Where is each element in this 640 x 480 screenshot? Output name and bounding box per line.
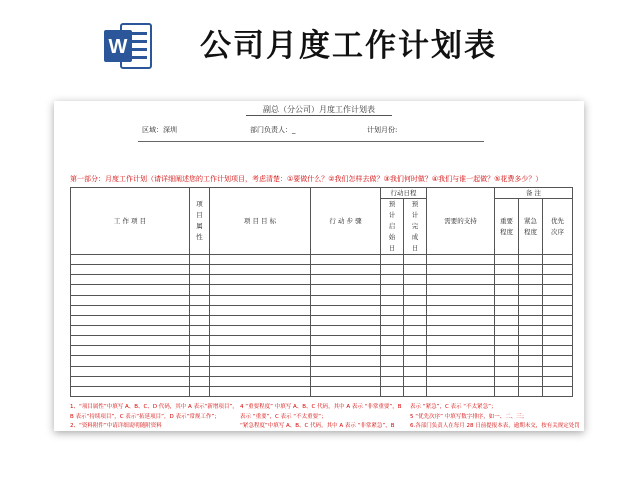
table-row <box>71 295 573 305</box>
table-cell[interactable] <box>519 305 543 315</box>
table-cell[interactable] <box>519 285 543 295</box>
table-cell[interactable] <box>381 275 404 285</box>
table-cell[interactable] <box>71 376 190 386</box>
table-cell[interactable] <box>427 376 495 386</box>
header-start-date: 预计启始日 <box>381 199 404 255</box>
table-cell[interactable] <box>519 356 543 366</box>
table-cell[interactable] <box>519 265 543 275</box>
table-cell[interactable] <box>495 275 519 285</box>
table-cell[interactable] <box>210 255 311 265</box>
table-cell[interactable] <box>543 336 573 346</box>
table-cell[interactable] <box>190 386 210 396</box>
table-cell[interactable] <box>543 295 573 305</box>
note-5: 5 “优先次序” 中填写数字排序，如一、二、三； <box>410 414 528 420</box>
table-cell[interactable] <box>519 386 543 396</box>
table-cell[interactable] <box>311 295 381 305</box>
table-cell[interactable] <box>543 275 573 285</box>
table-row <box>71 376 573 386</box>
table-cell[interactable] <box>427 285 495 295</box>
table-cell[interactable] <box>71 275 190 285</box>
table-cell[interactable] <box>71 315 190 325</box>
table-cell[interactable] <box>210 376 311 386</box>
table-cell[interactable] <box>190 285 210 295</box>
table-cell[interactable] <box>210 356 311 366</box>
table-cell[interactable] <box>381 325 404 335</box>
table-cell[interactable] <box>71 336 190 346</box>
table-cell[interactable] <box>427 305 495 315</box>
region-field: 区域：深圳 <box>142 126 177 134</box>
table-cell[interactable] <box>543 305 573 315</box>
word-logo-letter: W <box>108 36 128 58</box>
header-item-attr: 项目属性 <box>190 188 210 255</box>
meta-divider <box>138 141 484 142</box>
table-cell[interactable] <box>311 356 381 366</box>
table-cell[interactable] <box>495 346 519 356</box>
dept-head-field: 部门负责人：_ <box>250 126 296 134</box>
table-cell[interactable] <box>427 366 495 376</box>
table-row <box>71 386 573 396</box>
table-cell[interactable] <box>210 366 311 376</box>
table-row <box>71 275 573 285</box>
table-body <box>71 255 573 397</box>
note-1b: B 表示“持续项目”，C 表示“拓延项目”，D 表示“常规工作”； <box>70 414 220 420</box>
table-cell[interactable] <box>427 315 495 325</box>
table-cell[interactable] <box>190 315 210 325</box>
table-cell[interactable] <box>427 346 495 356</box>
table-cell[interactable] <box>210 265 311 275</box>
table-cell[interactable] <box>71 265 190 275</box>
note-6: 6.各部门负责人在每月 28 日前提报本表，逾期未交，按有关规定处罚 <box>410 423 580 429</box>
table-cell[interactable] <box>404 305 427 315</box>
table-cell[interactable] <box>381 255 404 265</box>
table-cell[interactable] <box>495 295 519 305</box>
table-row <box>71 336 573 346</box>
table-cell[interactable] <box>495 255 519 265</box>
table-cell[interactable] <box>404 386 427 396</box>
table-cell[interactable] <box>519 275 543 285</box>
table-cell[interactable] <box>381 336 404 346</box>
table-row <box>71 305 573 315</box>
document-page <box>54 101 584 431</box>
header-work-item: 工 作 项 目 <box>71 188 190 255</box>
table-cell[interactable] <box>543 255 573 265</box>
note-2: 2、“资料附件”中请详细说明随附资料 <box>70 423 162 429</box>
header-support: 需要的支持 <box>427 188 495 255</box>
header-remarks: 备 注 <box>495 188 573 199</box>
table-cell[interactable] <box>519 346 543 356</box>
table-cell[interactable] <box>71 356 190 366</box>
table-cell[interactable] <box>427 295 495 305</box>
note-4b: 表示 “重要”，C 表示 “不太重要”； <box>240 414 327 420</box>
table-cell[interactable] <box>311 386 381 396</box>
table-cell[interactable] <box>519 366 543 376</box>
note-1a: 1、“项目属性”中填写 A、B、C、D 代码，其中 A 表示“新增项目”， <box>70 404 238 410</box>
note-urgency-b: 表示 “紧急”，C 表示 “不太紧急”； <box>410 404 497 410</box>
table-cell[interactable] <box>190 356 210 366</box>
header-importance: 重要程度 <box>495 199 519 255</box>
table-cell[interactable] <box>404 285 427 295</box>
table-cell[interactable] <box>190 305 210 315</box>
table-cell[interactable] <box>210 305 311 315</box>
header-schedule: 行动日程 <box>381 188 427 199</box>
table-row <box>71 366 573 376</box>
table-cell[interactable] <box>495 305 519 315</box>
table-cell[interactable] <box>543 325 573 335</box>
table-row <box>71 265 573 275</box>
table-cell[interactable] <box>495 386 519 396</box>
table-cell[interactable] <box>311 255 381 265</box>
table-cell[interactable] <box>190 376 210 386</box>
banner-title: 公司月度工作计划表 <box>200 28 497 64</box>
table-cell[interactable] <box>190 336 210 346</box>
table-cell[interactable] <box>190 265 210 275</box>
document-title: 副总（分公司）月度工作计划表 <box>263 105 375 114</box>
table-cell[interactable] <box>519 255 543 265</box>
table-cell[interactable] <box>519 315 543 325</box>
table-cell[interactable] <box>210 295 311 305</box>
table-cell[interactable] <box>190 255 210 265</box>
table-cell[interactable] <box>311 265 381 275</box>
table-cell[interactable] <box>381 315 404 325</box>
table-cell[interactable] <box>210 346 311 356</box>
table-cell[interactable] <box>190 346 210 356</box>
table-cell[interactable] <box>71 255 190 265</box>
table-cell[interactable] <box>427 265 495 275</box>
table-cell[interactable] <box>381 366 404 376</box>
table-cell[interactable] <box>543 285 573 295</box>
table-cell[interactable] <box>311 275 381 285</box>
table-cell[interactable] <box>190 325 210 335</box>
table-cell[interactable] <box>543 376 573 386</box>
table-cell[interactable] <box>495 315 519 325</box>
table-cell[interactable] <box>404 265 427 275</box>
table-cell[interactable] <box>404 255 427 265</box>
table-cell[interactable] <box>71 285 190 295</box>
table-cell[interactable] <box>210 386 311 396</box>
table-cell[interactable] <box>381 386 404 396</box>
table-row <box>71 356 573 366</box>
table-cell[interactable] <box>71 295 190 305</box>
table-cell[interactable] <box>543 346 573 356</box>
table-row <box>71 255 573 265</box>
table-cell[interactable] <box>427 255 495 265</box>
header-priority: 优先次序 <box>543 199 573 255</box>
table-cell[interactable] <box>519 295 543 305</box>
table-cell[interactable] <box>210 336 311 346</box>
table-cell[interactable] <box>311 325 381 335</box>
table-cell[interactable] <box>427 336 495 346</box>
table-cell[interactable] <box>404 346 427 356</box>
table-cell[interactable] <box>311 346 381 356</box>
banner <box>0 0 640 92</box>
table-cell[interactable] <box>210 285 311 295</box>
note-4a: 4 “重要程度” 中填写 A、B、C 代码，其中 A 表示 “非常重要”，B <box>240 404 402 410</box>
table-cell[interactable] <box>427 275 495 285</box>
title-underline <box>246 115 392 116</box>
table-cell[interactable] <box>543 356 573 366</box>
table-cell[interactable] <box>404 315 427 325</box>
table-cell[interactable] <box>71 325 190 335</box>
table-cell[interactable] <box>404 275 427 285</box>
table-cell[interactable] <box>210 275 311 285</box>
table-cell[interactable] <box>404 366 427 376</box>
table-cell[interactable] <box>427 386 495 396</box>
table-cell[interactable] <box>404 336 427 346</box>
table-cell[interactable] <box>311 305 381 315</box>
table-cell[interactable] <box>381 346 404 356</box>
table-cell[interactable] <box>519 376 543 386</box>
table-cell[interactable] <box>381 295 404 305</box>
table-row <box>71 285 573 295</box>
header-urgency: 紧急程度 <box>519 199 543 255</box>
table-cell[interactable] <box>427 325 495 335</box>
table-cell[interactable] <box>381 356 404 366</box>
table-cell[interactable] <box>495 325 519 335</box>
table-row <box>71 346 573 356</box>
table-cell[interactable] <box>381 305 404 315</box>
table-row <box>71 315 573 325</box>
table-cell[interactable] <box>311 285 381 295</box>
table-cell[interactable] <box>311 336 381 346</box>
word-document-icon <box>103 22 153 70</box>
table-cell[interactable] <box>71 346 190 356</box>
table-cell[interactable] <box>210 315 311 325</box>
table-cell[interactable] <box>71 386 190 396</box>
table-cell[interactable] <box>543 366 573 376</box>
intro-text: 第一部分：月度工作计划（请详细阐述您的工作计划项目，考虑清楚：①要做什么？②我们怎样去做？③我们何时做？④我们与谁一起做？⑤花费多少？） <box>70 175 543 183</box>
table-cell[interactable] <box>311 366 381 376</box>
table-cell[interactable] <box>495 356 519 366</box>
table-cell[interactable] <box>404 356 427 366</box>
table-cell[interactable] <box>519 325 543 335</box>
table-cell[interactable] <box>404 376 427 386</box>
table-cell[interactable] <box>519 336 543 346</box>
table-cell[interactable] <box>543 315 573 325</box>
header-action-steps: 行 动 步 骤 <box>311 188 381 255</box>
note-urgency: “紧急程度”中填写 A、B、C 代码，其中 A 表示 “非常紧急”，B <box>240 423 395 429</box>
table-cell[interactable] <box>495 366 519 376</box>
table-cell[interactable] <box>495 285 519 295</box>
table-cell[interactable] <box>311 315 381 325</box>
table-cell[interactable] <box>311 376 381 386</box>
table-cell[interactable] <box>381 285 404 295</box>
work-plan-table <box>70 187 573 397</box>
table-cell[interactable] <box>71 366 190 376</box>
table-cell[interactable] <box>543 265 573 275</box>
table-cell[interactable] <box>381 376 404 386</box>
table-cell[interactable] <box>210 325 311 335</box>
table-cell[interactable] <box>190 295 210 305</box>
table-row <box>71 325 573 335</box>
table-cell[interactable] <box>427 356 495 366</box>
table-cell[interactable] <box>404 295 427 305</box>
header-end-date: 预计完成日 <box>404 199 427 255</box>
table-cell[interactable] <box>71 305 190 315</box>
header-item-goal: 项 目 目 标 <box>210 188 311 255</box>
table-cell[interactable] <box>381 265 404 275</box>
table-cell[interactable] <box>495 336 519 346</box>
table-cell[interactable] <box>190 366 210 376</box>
table-cell[interactable] <box>495 376 519 386</box>
table-cell[interactable] <box>495 265 519 275</box>
table-cell[interactable] <box>404 325 427 335</box>
plan-month-field: 计划月份: <box>367 126 398 134</box>
table-cell[interactable] <box>543 386 573 396</box>
table-cell[interactable] <box>190 275 210 285</box>
